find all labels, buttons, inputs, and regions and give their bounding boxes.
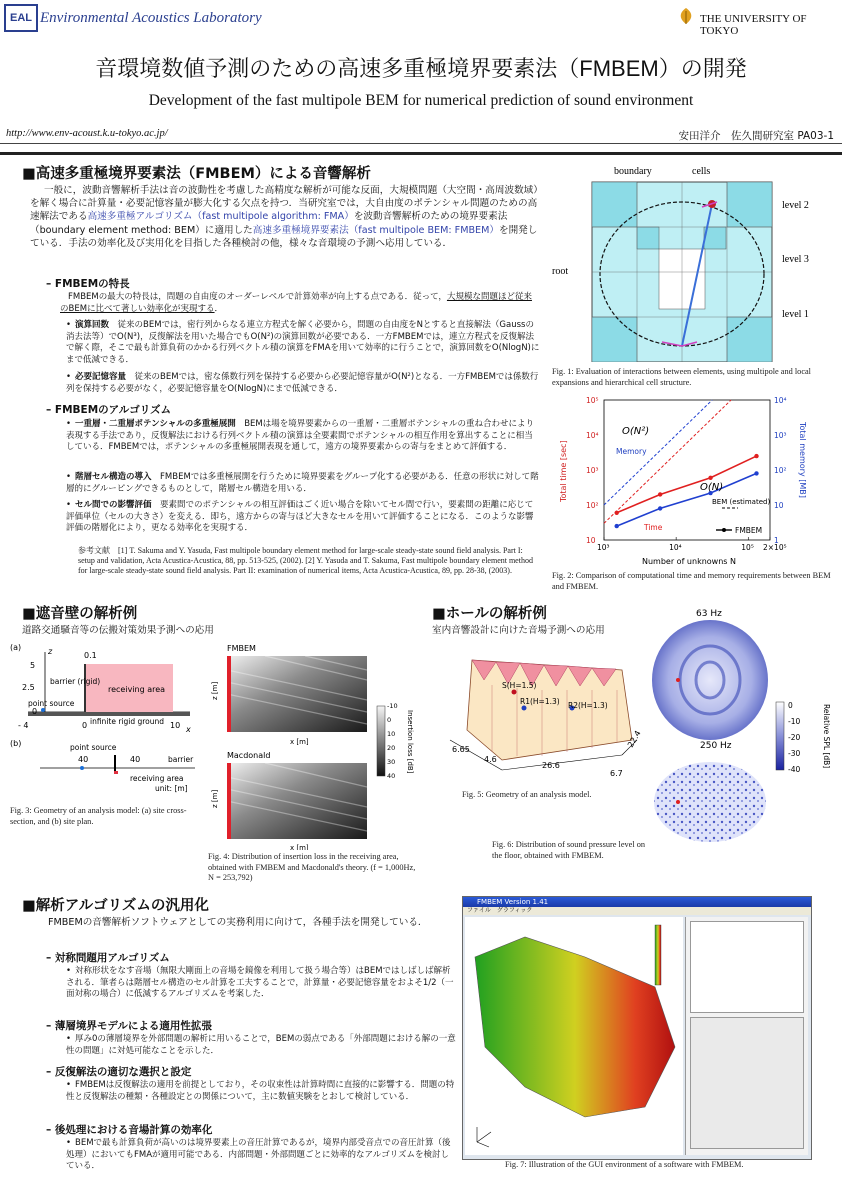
fmbem-memory-point: [658, 506, 662, 510]
fig4-fmbem-title: FMBEM: [227, 644, 256, 653]
y-right-tick-label: 10: [774, 501, 784, 510]
label-time: Time: [644, 523, 663, 532]
section4-intro: FMBEMの音響解析ソフトウェアとしての実務利用に向けて，各種手法を開発している．: [48, 917, 428, 928]
svg-text:unit: [m]: unit: [m]: [155, 784, 188, 793]
figure-6: [648, 604, 838, 844]
university-name: THE UNIVERSITY OF TOKYO: [700, 13, 807, 37]
figure-4: [205, 640, 420, 850]
svg-text:Insertion loss [dB]: Insertion loss [dB]: [406, 710, 414, 774]
fmbem-map: [227, 656, 367, 732]
insertion-loss-colorbar: [377, 706, 385, 776]
figure-3: [10, 640, 205, 800]
section-heading-hall: ■ホールの解析例: [432, 606, 547, 622]
plot-area: [604, 400, 770, 540]
label-memory: Memory: [616, 447, 647, 456]
label-level2: level 2: [782, 200, 809, 211]
figure-2-chart: [552, 392, 836, 568]
university-logo-icon: [676, 6, 696, 26]
legend-bem: BEM (estimated): [712, 498, 771, 506]
section2-sub: 道路交通騒音等の伝搬対策効果予測への応用: [22, 625, 214, 636]
svg-text:-40: -40: [788, 765, 801, 774]
thin-layer-text: • 厚み0の薄層境界を外部問題の解析に用いることで，BEMの弱点である「外部問題における解の一意性の問題」に対処可能なことを示した．: [66, 1034, 456, 1056]
svg-text:z: z: [48, 647, 53, 656]
figure-6-caption: Fig. 6: Distribution of sound pressure level on the floor, obtained with FMBEM.: [492, 840, 646, 860]
features-title: – FMBEMの特長: [46, 278, 130, 290]
section-heading-barrier: ■遮音壁の解析例: [22, 606, 138, 622]
fmbem-time-point: [754, 454, 758, 458]
y-right-tick-label: 10²: [774, 466, 787, 475]
svg-text:z [m]: z [m]: [211, 681, 219, 700]
svg-text:40: 40: [130, 755, 141, 764]
label-level1: level 1: [782, 309, 809, 320]
label-cells: cells: [692, 166, 711, 177]
svg-text:-10: -10: [788, 717, 801, 726]
svg-text:- 4: - 4: [18, 721, 29, 730]
svg-text:receiving area: receiving area: [108, 685, 166, 694]
fma-term: 高速多重極アルゴリズム（fast multipole algorithm: FMA）: [87, 211, 354, 223]
svg-text:z [m]: z [m]: [211, 789, 219, 808]
fmbem-time-point: [708, 476, 712, 480]
header-divider: [0, 143, 842, 144]
macdonald-map: [227, 763, 367, 839]
symmetric-text: • 対称形状をなす音場（無限大剛面上の音場を鏡像を利用して扱う場合等）はBEMではしばしば解析される．筆者らは階層セル構造のセル計算を工夫することで，計算量・必要記憶容量をおよそ1/2（一面対称の場合）に低減するアルゴリズムを考案した．: [66, 966, 454, 999]
y-left-tick-label: 10: [586, 536, 596, 545]
svg-text:Relative SPL [dB]: Relative SPL [dB]: [822, 704, 831, 769]
svg-text:30: 30: [387, 758, 396, 766]
section-heading-generalization: ■解析アルゴリズムの汎用化: [22, 898, 209, 914]
gui-viewport: [465, 917, 683, 1155]
svg-text:10: 10: [387, 730, 396, 738]
figure-5-caption: Fig. 5: Geometry of an analysis model.: [462, 790, 592, 799]
y-right-tick-label: 10⁴: [774, 396, 787, 405]
svg-text:20: 20: [387, 744, 396, 752]
x-tick-label: 2×10⁵: [763, 543, 787, 552]
gui-side-panel: [685, 917, 808, 1155]
barrier: [84, 664, 86, 712]
svg-text:22.4: 22.4: [625, 729, 643, 749]
svg-text:10: 10: [170, 721, 181, 730]
iterative-title: – 反復解法の適切な選択と設定: [46, 1066, 192, 1078]
svg-text:x [m]: x [m]: [290, 844, 309, 850]
y-left-axis-label: Total time [sec]: [559, 440, 568, 502]
algorithm-interaction: • セル間での影響評価 要素間でのポテンシャルの相互評価はごく近い場合を除いてセル間で行い，要素間の距離に応じて評価単位（セルの大きさ）を変える．即ち，遠方からの寄与ほど大きなセルを用いて評価することになる．このような影響評価の階層化により，更なる効率化を実現する．: [66, 500, 534, 533]
title-ja: 音環境数値予測のための高速多重極境界要素法（FMBEM）の開発: [95, 56, 747, 81]
svg-text:0: 0: [387, 716, 392, 724]
svg-text:40: 40: [78, 755, 89, 764]
features-text: FMBEMの最大の特長は，問題の自由度のオーダーレベルで計算効率が向上する点である．従って，大規模な問題ほど従来のBEMに比べて著しい効率化が実現する．: [60, 292, 532, 314]
svg-text:6.65: 6.65: [452, 745, 470, 754]
label-level3: level 3: [782, 254, 809, 265]
y-left-tick-label: 10⁴: [586, 431, 599, 440]
svg-text:0: 0: [82, 721, 88, 730]
algorithm-title: – FMBEMのアルゴリズム: [46, 404, 172, 416]
svg-text:0: 0: [32, 707, 38, 716]
label-on2: O(N²): [622, 426, 650, 437]
svg-text:-20: -20: [788, 733, 801, 742]
spl-map-63hz: [652, 620, 768, 740]
svg-text:infinite rigid ground: infinite rigid ground: [90, 717, 165, 726]
x-tick-label: 10⁴: [669, 543, 682, 552]
svg-text:x: x: [186, 725, 191, 734]
fig4-macdonald-title: Macdonald: [227, 751, 271, 760]
x-tick-label: 10³: [597, 543, 610, 552]
references: 参考文献 [1] T. Sakuma and Y. Yasuda, Fast multipole boundary element method for large-scale steady-state sound field analysis. Part I: setup and validation, Acta Acustica-Acustica, 88, pp. 513-525, (2002). [2] Y. Yasuda and T. Sakuma, Fast multipole boundary element method for large-scale steady-state sound field analysis. Part II: examination of numerical items, Acta Acustica-Acustica, 89, pp. 28-38, (2003).: [78, 546, 533, 575]
fmbem-memory-point: [754, 471, 758, 475]
fmbem-time-point: [658, 492, 662, 496]
svg-text:point source: point source: [70, 743, 117, 752]
gui-colorbar: [655, 925, 661, 985]
svg-text:x [m]: x [m]: [290, 738, 309, 746]
freq-63: 63 Hz: [696, 609, 722, 619]
y-left-tick-label: 10⁵: [586, 396, 599, 405]
iterative-text: • FMBEMは反復解法の適用を前提としており，その収束性は計算時間に直接的に影響する．問題の特性と反復解法の種類・各種設定との関係について，主に数値実験をとおして検討している．: [66, 1080, 455, 1102]
feature-memory: • 必要記憶容量 従来のBEMでは，密な係数行列を保持する必要から必要記憶容量がO(N²)となる．一方FMBEMでは係数行列を保持する必要がなく，必要記憶容量をO(NlogN)にまで低減できる．: [66, 372, 539, 394]
receiver1-label: R1(H=1.3): [520, 697, 560, 706]
source-label: S(H=1.5): [502, 681, 537, 690]
figure-1-caption: Fig. 1: Evaluation of interactions between elements, using multipole and local expansions and hierarchical cell structure.: [552, 367, 811, 387]
legend-fmbem: FMBEM: [735, 526, 763, 535]
section3-sub: 室内音響設計に向けた音場予測への応用: [432, 625, 605, 636]
gui-titlebar: FMBEM Version 1.41: [463, 897, 811, 907]
svg-text:barrier (rigid): barrier (rigid): [50, 677, 101, 686]
title-en: Development of the fast multipole BEM for numerical prediction of sound environment: [148, 92, 694, 109]
y-left-tick-label: 10²: [586, 501, 599, 510]
section-heading-fmbem: ■高速多重極境界要素法（FMBEM）による音響解析: [22, 166, 371, 182]
algorithm-cells: • 階層セル構造の導入 FMBEMでは多重極展開を行うために境界要素をグループ化する必要がある．任意の形状に対して階層的にグルーピングできるものとして，階層セル構造を用いる．: [66, 472, 539, 494]
y-right-tick-label: 1: [774, 536, 779, 545]
svg-text:-30: -30: [788, 749, 801, 758]
figure-4-caption: Fig. 4: Distribution of insertion loss in the receiving area, obtained with FMBEM and Macdonald's theory. (f = 1,000Hz, N = 253,792): [208, 852, 416, 882]
svg-text:barrier: barrier: [168, 755, 194, 764]
svg-text:26.6: 26.6: [542, 761, 560, 770]
figure-1: [552, 162, 836, 362]
spl-map-250hz: [654, 762, 766, 842]
svg-text:0: 0: [788, 701, 793, 710]
time-memory-chart: [552, 392, 836, 568]
feature-ops: • 演算回数 従来のBEMでは，密行列からなる連立方程式を解く必要から，問題の自由度をNとすると直接解法（Gaussの消去法等）でO(N³)，反復解法を用いた場合でもO(N²)の演算回数が必要である．一方FMBEMでは，連立方程式を反復解法で解く際，そこで最も計算負荷のかかる行列ベクトル積の演算をFMAを用いて効率的に行うことで，演算回数をO(NlogN)にまで低減できる．: [66, 320, 540, 365]
svg-text:5: 5: [30, 661, 36, 670]
svg-text:40: 40: [387, 772, 396, 780]
receiver2-label: R2(H=1.3): [568, 701, 608, 710]
fig3-a-label: (a): [10, 643, 22, 652]
figure-5: [432, 640, 646, 790]
postprocess-title: – 後処理における音場計算の効率化: [46, 1124, 213, 1136]
figure-7-caption: Fig. 7: Illustration of the GUI environment of a software with FMBEM.: [505, 1160, 744, 1169]
svg-text:4.6: 4.6: [484, 755, 497, 764]
authors: 安田洋介 佐久間研究室 PA03-1: [678, 130, 834, 142]
lab-url[interactable]: http://www.env-acoust.k.u-tokyo.ac.jp/: [6, 128, 168, 139]
svg-text:0.1: 0.1: [84, 651, 97, 660]
fmbem-term: 高速多重極境界要素法（fast multipole BEM: FMBEM）: [252, 224, 499, 236]
gui-menubar: ファイル グラフィック: [463, 907, 811, 915]
gui-form: [690, 1017, 804, 1149]
lab-name: Environmental Acoustics Laboratory: [40, 10, 262, 26]
x-tick-label: 10⁵: [741, 543, 754, 552]
cell-structure-diagram: [552, 162, 836, 362]
svg-text:2.5: 2.5: [22, 683, 35, 692]
svg-text:receiving area: receiving area: [130, 774, 184, 783]
y-right-tick-label: 10³: [774, 431, 787, 440]
x-axis-label: Number of unknowns N: [642, 557, 736, 566]
figure-7-gui: [462, 896, 812, 1160]
fmbem-memory-point: [615, 524, 619, 528]
figure-2-caption: Fig. 2: Comparison of computational time and memory requirements between BEM and FMBEM.: [552, 571, 831, 591]
svg-text:6.7: 6.7: [610, 769, 623, 778]
spl-colorbar: [776, 702, 784, 770]
ground: [28, 712, 190, 716]
freq-250: 250 Hz: [700, 741, 732, 751]
label-on: O(N): [700, 482, 724, 493]
label-root: root: [552, 266, 569, 277]
y-right-axis-label: Total memory [MB]: [798, 422, 807, 498]
header-divider-2: [0, 152, 842, 155]
y-left-tick-label: 10³: [586, 466, 599, 475]
figure-3-caption: Fig. 3: Geometry of an analysis model: (a) site cross-section, and (b) site plan.: [10, 806, 187, 826]
svg-text:point source: point source: [28, 699, 75, 708]
postprocess-text: • BEMで最も計算負荷が高いのは境界要素上の音圧計算であるが，境界内部受音点での音圧計算（後処理）においてもFMAが適用可能である．内部問題・外部問題ごとに効率的なアルゴリズムを検討している．: [66, 1138, 451, 1171]
car-model-mesh: [475, 937, 675, 1117]
algorithm-multipole: • 一重層・二重層ポテンシャルの多重極展開 BEMは場を境界要素からの一重層・二重層ポテンシャルの重ね合わせにより表現する手法であり，反復解法における行列ベクトル積の演算は全要素間でポテンシャルの相互作用を算出することに相当している．FMBEMでは，ポテンシャルの多重極展開表現を通して，遠方の境界要素からの寄与をまとめて評価する．: [66, 419, 534, 452]
section1-intro: 一般に，波動音響解析手法は音の波動性を考慮した高精度な解析が可能な反面，大規模問題（大空間・高周波数域）を解く場合に計算量・必要記憶容量が膨大化する欠点を持つ．当研究室では，大自由度のポテンシャル問題のための高速解法である高速多重極アルゴリズム（fast multipole algorithm: FMA）を波動音響解析のための境界要素法（boundary element method: BEM）に適用した高速多重極境界要素法（fast multipole BEM: FMBEM）を開発している．手法の効率化及び実用化を目指した各種検討の他，様々な音環境の予測へ応用している．: [30, 185, 539, 249]
lab-logo: EAL: [4, 4, 38, 32]
gui-tree: [690, 921, 804, 1013]
thin-layer-title: – 薄層境界モデルによる適用性拡張: [46, 1020, 212, 1032]
legend-fmbem-marker: [722, 528, 726, 532]
symmetric-title: – 対称問題用アルゴリズム: [46, 952, 170, 964]
fig3-b-label: (b): [10, 739, 22, 748]
label-boundary: boundary: [614, 166, 652, 177]
point-source-dot: [41, 708, 45, 712]
svg-text:-10: -10: [387, 702, 398, 710]
